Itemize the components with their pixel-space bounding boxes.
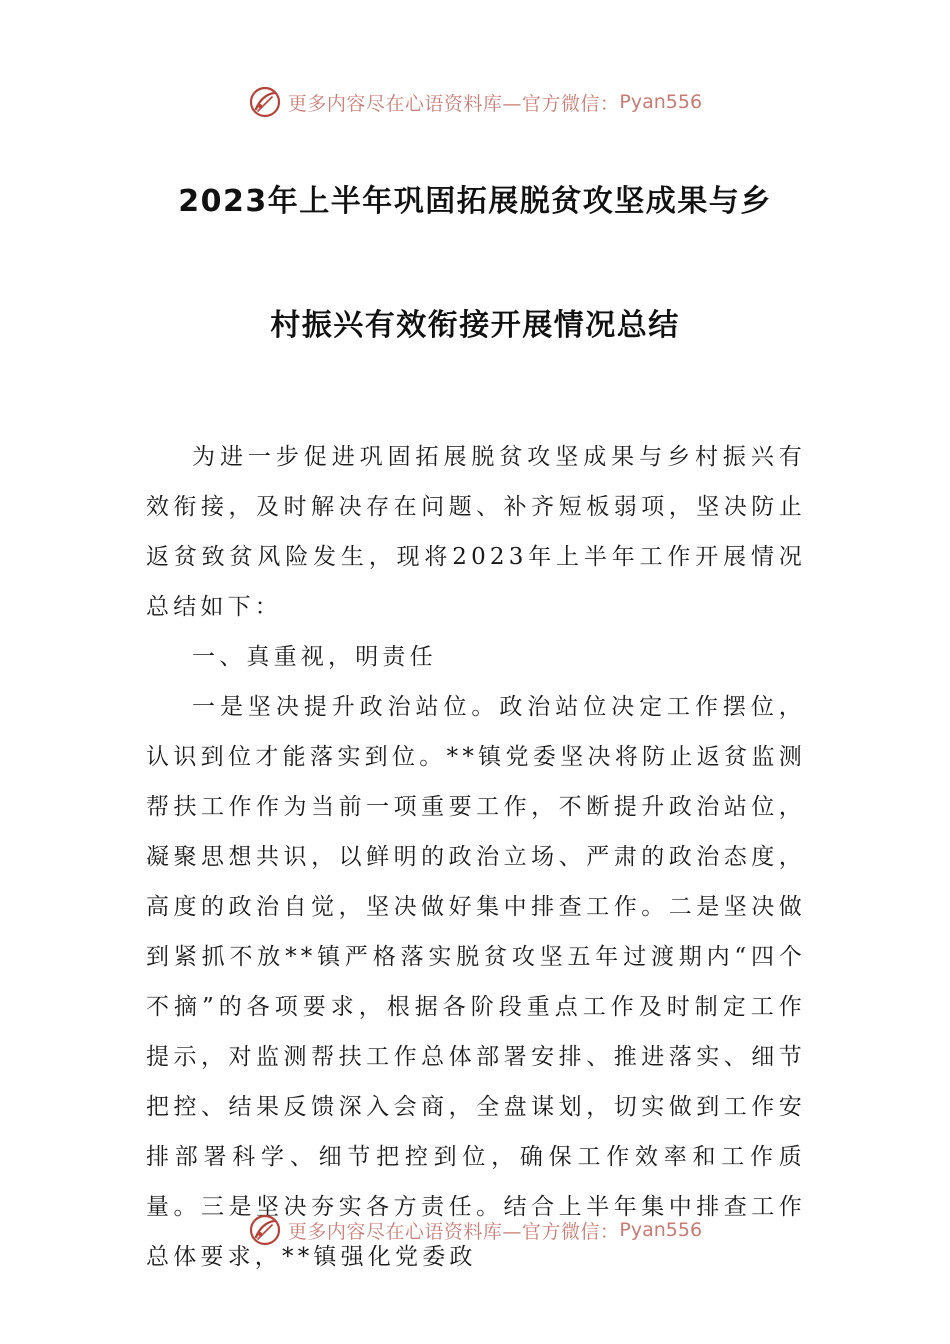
watermark-text: 更多内容尽在心语资料库—官方微信： [287,92,620,115]
watermark-header [0,82,950,122]
document-title-line-1: 2023年上半年巩固拓展脱贫攻坚成果与乡 [178,184,772,219]
watermark-text: 更多内容尽在心语资料库—官方微信： [287,1220,620,1243]
watermark-wechat-id: Pyan556 [619,1219,703,1241]
paragraph-section-1: 一是坚决提升政治站位。政治站位决定工作摆位，认识到位才能落实到位。**镇党委坚决将防止返贫监测帮扶工作作为当前一项重要工作，不断提升政治站位，凝聚思想共识，以鲜明的政治立场、严肃的政治态度，高度的政治自觉，坚决做好集中排查工作。二是坚决做到紧抓不放**镇严格落实脱贫攻坚五年过渡期内“四个不摘”的各项要求，根据各阶段重点工作及时制定工作提示，对监测帮扶工作总体部署安排、推进落实、细节把控、结果反馈深入会商，全盘谋划，切实做到工作安排部署科学、细节把控到位，确保工作效率和工作质量。三是坚决夯实各方责任。结合上半年集中排查工作总体要求，**镇强化党委政 [146,694,806,1270]
document-title-line-2: 村振兴有效衔接开展情况总结 [270,308,680,343]
section-heading: 一、真重视，明责任 [192,644,437,670]
document-body [146,432,806,1282]
logo-icon [248,1213,282,1247]
paragraph-intro: 为进一步促进巩固拓展脱贫攻坚成果与乡村振兴有效衔接，及时解决存在问题、补齐短板弱项，坚决防止返贫致贫风险发生，现将2023年上半年工作开展情况总结如下： [146,444,806,620]
logo-icon [248,85,282,119]
watermark-footer [0,1210,950,1250]
watermark-wechat-id: Pyan556 [619,91,703,113]
